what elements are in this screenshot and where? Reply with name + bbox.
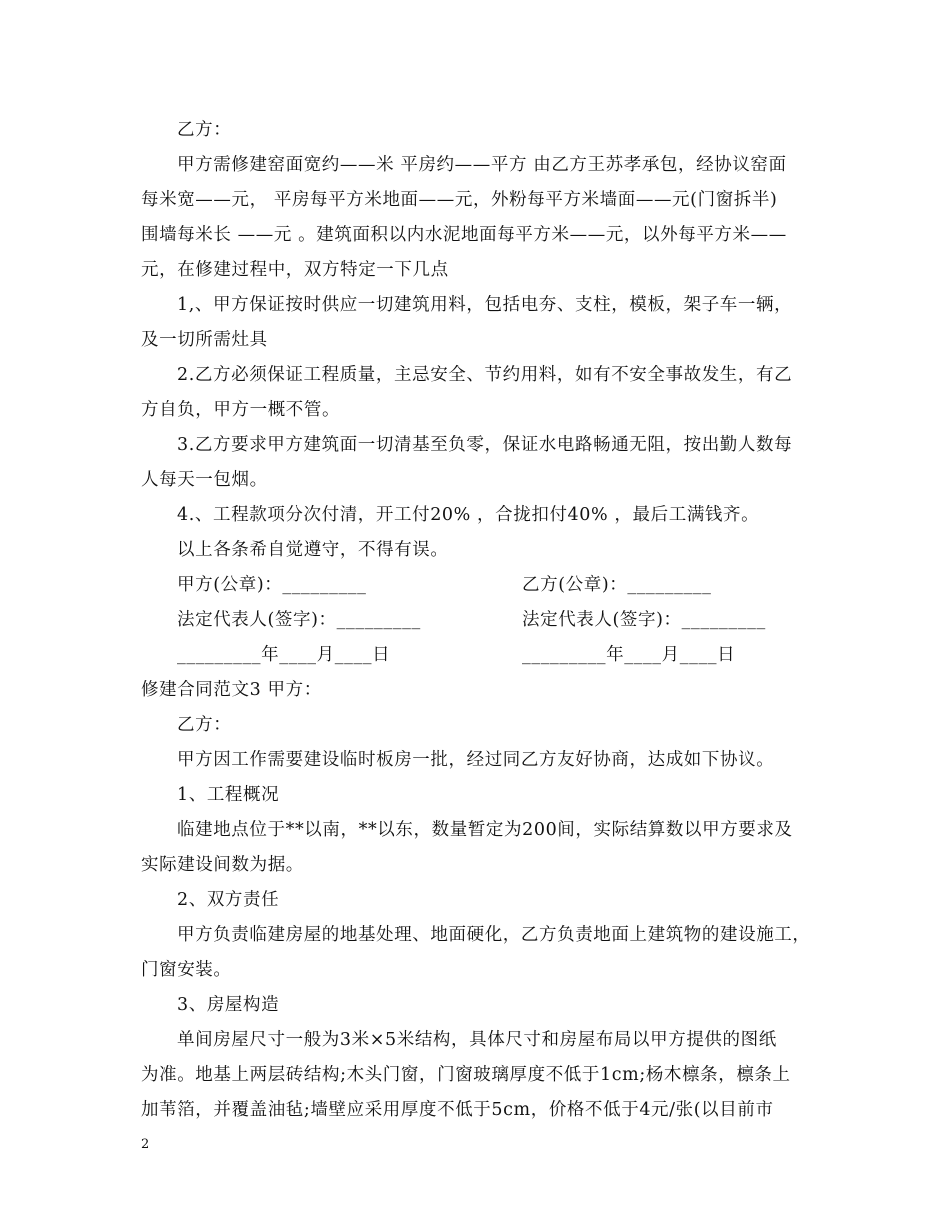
- clause-2-line: 方自负，甲方一概不管。: [141, 400, 341, 420]
- text-line: 加苇箔，并覆盖油毡;墙壁应采用厚度不低于5cm，价格不低于4元/张(以目前市: [141, 1100, 774, 1120]
- party-b-date-field: _________年____月____日: [522, 645, 736, 665]
- text-line: 每米宽——元， 平房每平方米地面——元，外粉每平方米墙面——元(门窗拆半): [141, 190, 778, 210]
- text-line: 临建地点位于**以南，**以东，数量暂定为200间，实际结算数以甲方要求及: [177, 820, 793, 840]
- text-line-party-b-1: 乙方：: [177, 120, 232, 140]
- text-line: 门窗安装。: [141, 960, 232, 980]
- text-line: 单间房屋尺寸一般为3米×5米结构，具体尺寸和房屋布局以甲方提供的图纸: [177, 1030, 777, 1050]
- page-number: 2: [141, 1137, 150, 1152]
- text-line: 实际建设间数为据。: [141, 855, 304, 875]
- section-heading-template-3: 修建合同范文3 甲方：: [141, 680, 322, 700]
- clause-3-line: 人每天一包烟。: [141, 470, 268, 490]
- party-a-date-field: _________年____月____日: [177, 645, 391, 665]
- text-line: 围墙每米长 ——元 。建筑面积以内水泥地面每平方米——元，以外每平方米——: [141, 225, 787, 245]
- subheading-responsibilities: 2、双方责任: [177, 890, 280, 910]
- party-a-rep-field: 法定代表人(签字)：_________: [177, 610, 421, 630]
- text-line: 甲方负责临建房屋的地基处理、地面硬化，乙方负责地面上建筑物的建设施工，: [177, 925, 811, 945]
- closing-line: 以上各条希自觉遵守，不得有误。: [177, 540, 449, 560]
- party-a-seal-field: 甲方(公章)：_________: [177, 575, 367, 595]
- party-b-rep-field: 法定代表人(签字)：_________: [522, 610, 766, 630]
- clause-4-line: 4.、工程款项分次付清，开工付20% ，合拢扣付40% ，最后工满钱齐。: [177, 505, 760, 525]
- text-line: 甲方需修建窑面宽约——米 平房约——平方 由乙方王苏孝承包，经协议窑面: [177, 155, 787, 175]
- party-b-seal-field: 乙方(公章)：_________: [522, 575, 712, 595]
- text-line-party-b-2: 乙方：: [177, 715, 232, 735]
- clause-3-line: 3.乙方要求甲方建筑面一切清基至负零，保证水电路畅通无阻，按出勤人数每: [177, 435, 793, 455]
- text-line: 甲方因工作需要建设临时板房一批，经过同乙方友好协商，达成如下协议。: [177, 750, 775, 770]
- text-line: 元，在修建过程中，双方特定一下几点: [141, 260, 449, 280]
- subheading-house-structure: 3、房屋构造: [177, 995, 280, 1015]
- clause-2-line: 2.乙方必须保证工程质量，主忌安全、节约用料，如有不安全事故发生，有乙: [177, 365, 793, 385]
- clause-1-line: 1,、甲方保证按时供应一切建筑用料，包括电夯、支柱，模板，架子车一辆，: [177, 295, 793, 315]
- text-line: 为准。地基上两层砖结构;木头门窗，门窗玻璃厚度不低于1cm;杨木檩条，檩条上: [141, 1065, 791, 1085]
- subheading-project-overview: 1、工程概况: [177, 785, 280, 805]
- clause-1-line: 及一切所需灶具: [141, 330, 268, 350]
